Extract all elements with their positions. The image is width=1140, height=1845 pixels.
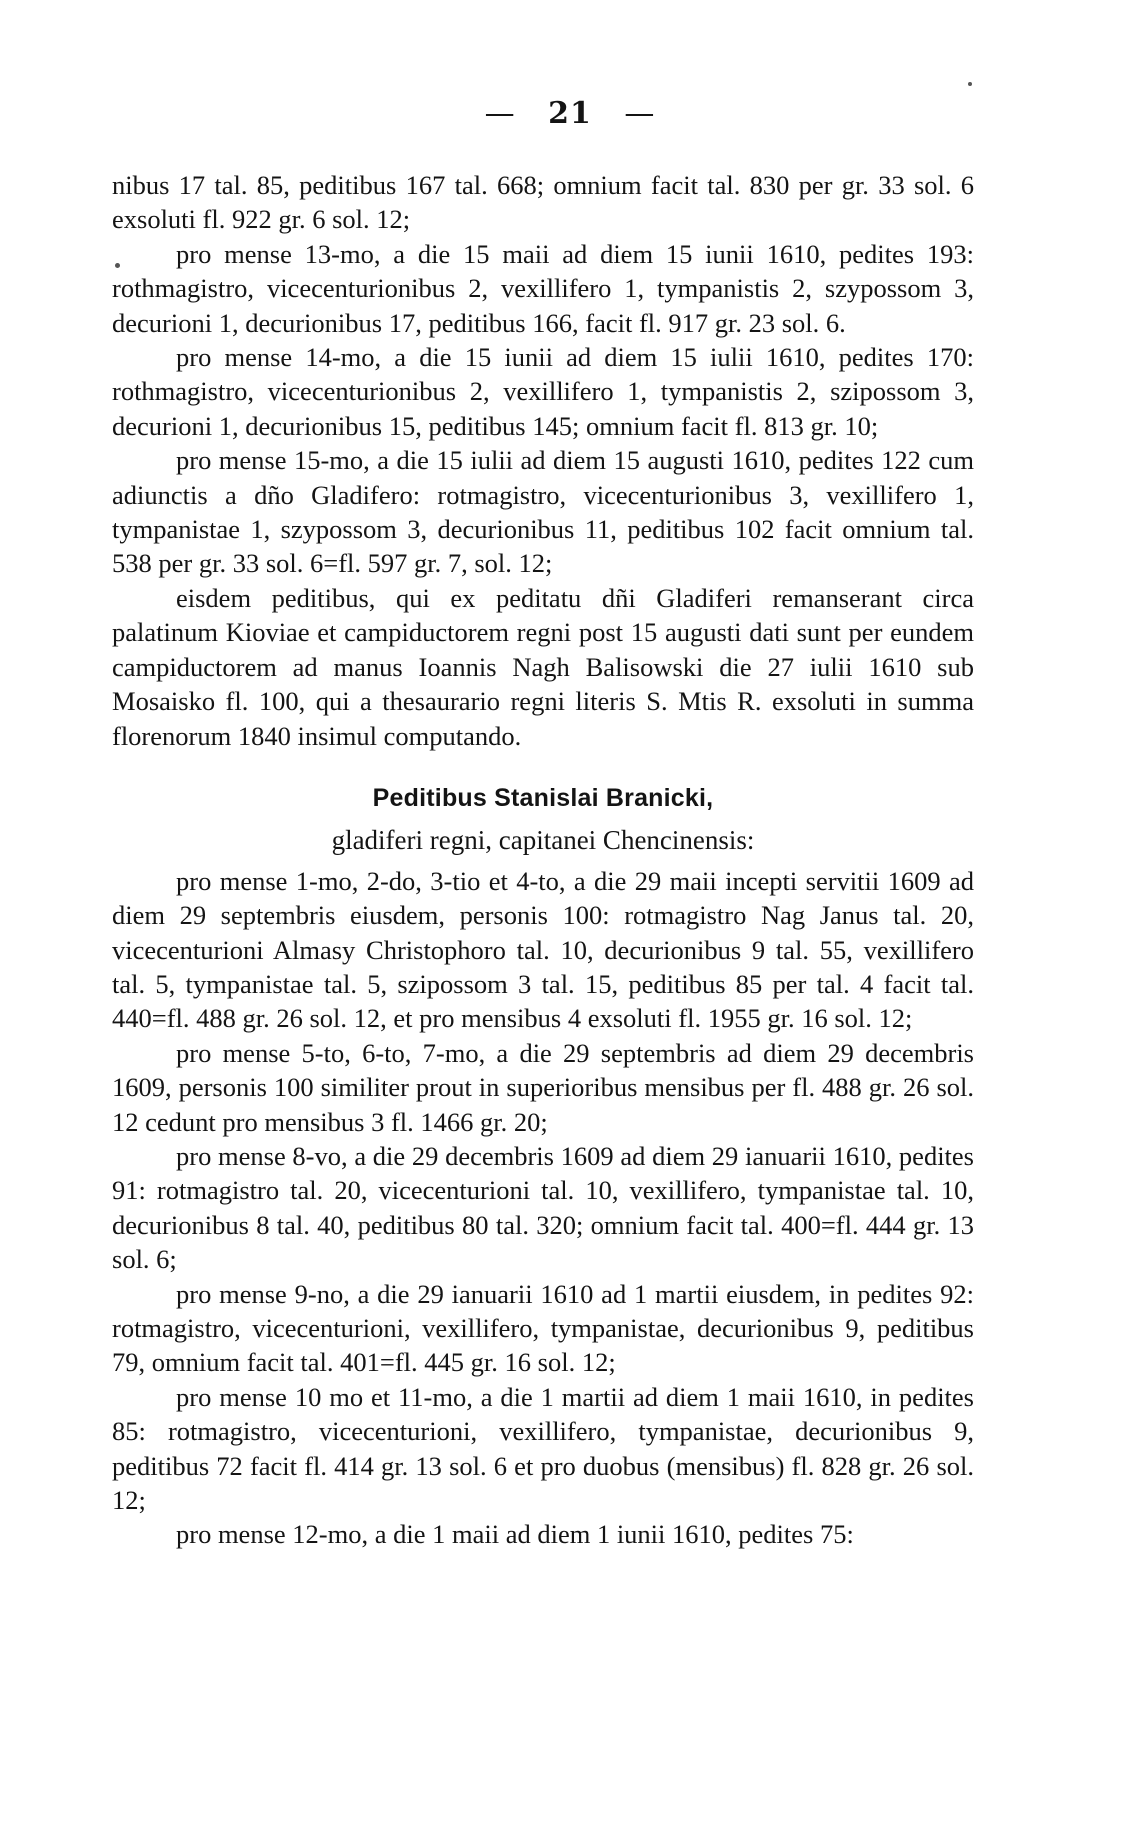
paragraph: pro mense 1-mo, 2-do, 3-tio et 4-to, a die 29 maii incepti servitii 1609 ad diem 29 septembris eiusdem, personis 100: rotmagistro Nag Janus tal. 20, vicecenturioni Almasy Christophoro tal. 10, decurionibus 9 tal. 55, vexillifero tal. 5, tympanistae tal. 5, szipossom 3 tal. 15, peditibus 85 per tal. 4 facit tal. 440=fl. 488 gr. 26 sol. 12, et pro mensibus 4 exsoluti fl. 1955 gr. 16 sol. 12; — [112, 865, 974, 1034]
paragraph: pro mense 13-mo, a die 15 maii ad diem 15 iunii 1610, pedites 193: rothmagistro, vicecenturionibus 2, vexillifero 1, tympanistis 2, szypossom 3, decurioni 1, decurionibus 17, peditibus 166, facit fl. 917 gr. 23 sol. 6. — [112, 238, 974, 338]
paragraph: pro mense 12-mo, a die 1 maii ad diem 1 iunii 1610, pedites 75: — [176, 1519, 854, 1550]
paragraph: pro mense 9-no, a die 29 ianuarii 1610 ad 1 martii eiusdem, in pedites 92: rotmagistro, vicecenturioni, vexillifero, tympanistae, decurionibus 9, peditibus 79, omnium facit tal. 401=fl. 445 gr. 16 sol. 12; — [112, 1278, 974, 1378]
section-subheading: gladiferi regni, capitanei Chencinensis: — [331, 825, 755, 856]
section-heading: Peditibus Stanislai Branicki, — [372, 783, 714, 812]
paragraph: pro mense 5-to, 6-to, 7-mo, a die 29 septembris ad diem 29 decembris 1609, personis 100 similiter prout in superioribus mensibus per fl. 488 gr. 26 sol. 12 cedunt pro mensibus 3 fl. 1466 gr. 20; — [112, 1037, 974, 1137]
page-header — [0, 96, 1140, 131]
paragraph: pro mense 8-vo, a die 29 decembris 1609 ad diem 29 ianuarii 1610, pedites 91: rotmagistro tal. 20, vicecenturioni tal. 10, vexillifero, tympanistae tal. 10, decurionibus 8 tal. 40, peditibus 80 tal. 320; omnium facit tal. 400=fl. 444 gr. 13 sol. 6; — [112, 1140, 974, 1275]
paragraph: eisdem peditibus, qui ex peditatu dñi Gladiferi remanserant circa palatinum Kioviae et campiductorem regni post 15 augusti dati sunt per eundem campiductorem ad manus Ioannis Nagh Balisowski die 27 iulii 1610 sub Mosaisko fl. 100, qui a thesaurario regni literis S. Mtis R. exsoluti in summa florenorum 1840 insimul computando. — [112, 582, 974, 751]
header-dash-right: — — [624, 96, 656, 131]
page-number: 21 — [548, 96, 592, 131]
paragraph: pro mense 10 mo et 11-mo, a die 1 martii ad diem 1 maii 1610, in pedites 85: rotmagistro, vicecenturioni, vexillifero, tympanistae, decurionibus 9, peditibus 72 facit fl. 414 gr. 13 sol. 6 et pro duobus (mensibus) fl. 828 gr. 26 sol. 12; — [112, 1381, 974, 1516]
body-text — [112, 168, 974, 1552]
print-speck — [968, 82, 972, 86]
paragraph: pro mense 15-mo, a die 15 iulii ad diem 15 augusti 1610, pedites 122 cum adiunctis a dño Gladifero: rotmagistro, vicecenturionibus 3, vexillifero 1, tympanistae 1, szypossom 3, decurionibus 11, peditibus 102 facit omnium tal. 538 per gr. 33 sol. 6=fl. 597 gr. 7, sol. 12; — [112, 445, 974, 579]
paragraph: pro mense 14-mo, a die 15 iunii ad diem 15 iulii 1610, pedites 170: rothmagistro, vicecenturionibus 2, vexillifero 1, tympanistis 2, szipossom 3, decurioni 1, decurionibus 15, peditibus 145; omnium facit fl. 813 gr. 10; — [112, 342, 974, 441]
paragraph-continuation: nibus 17 tal. 85, peditibus 167 tal. 668; omnium facit tal. 830 per gr. 33 sol. 6 exsoluti fl. 922 gr. 6 sol. 12; — [112, 170, 974, 235]
header-dash-left: — — [484, 96, 516, 131]
